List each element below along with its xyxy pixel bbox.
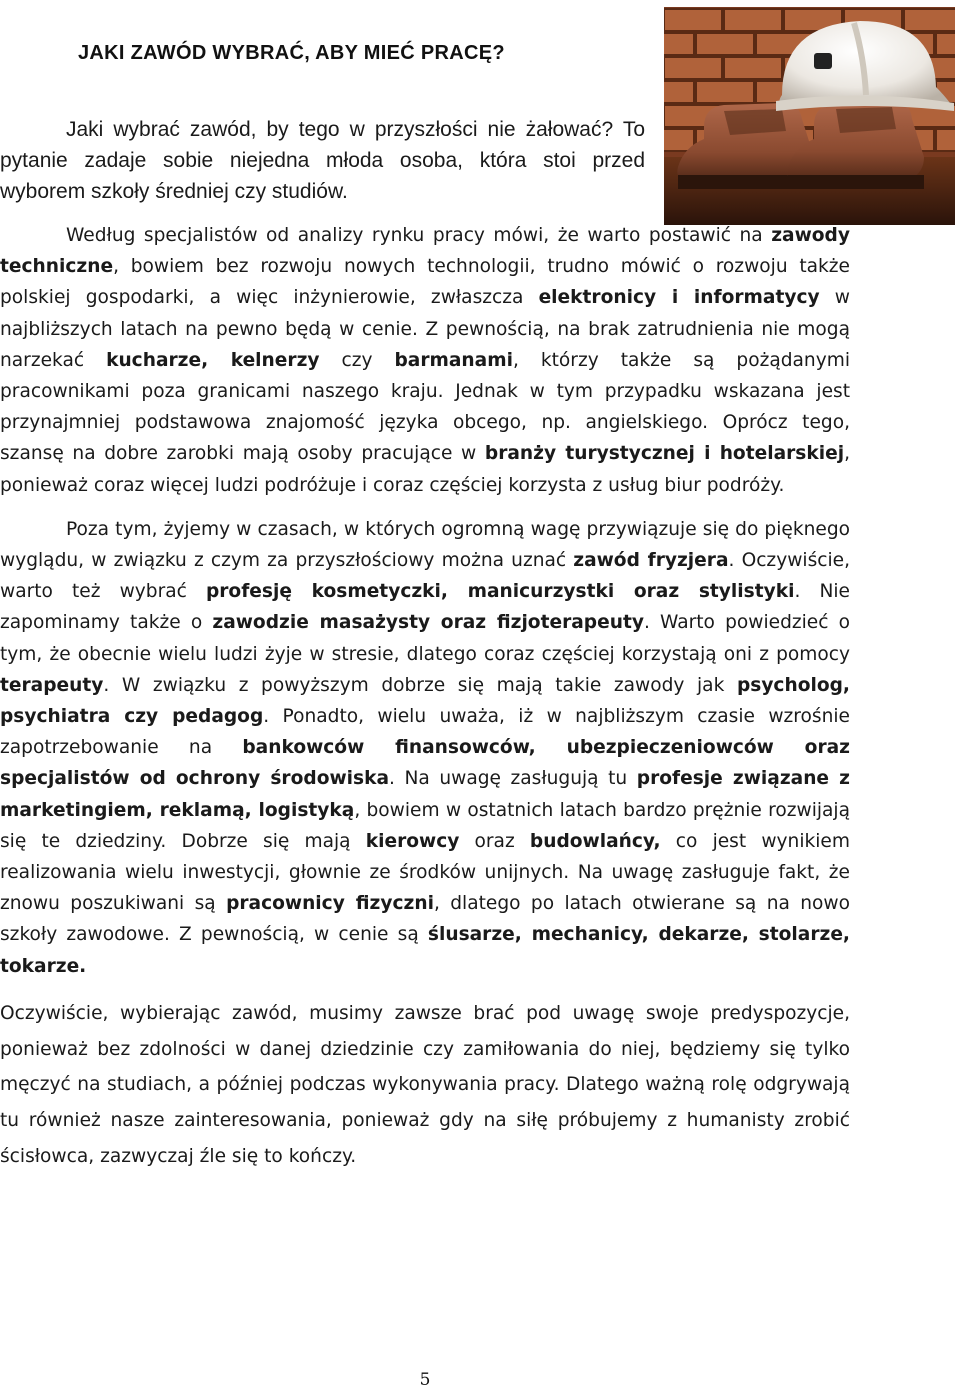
highlight-craftsmen: ślusarze, mechanicy, dekarze, stolarze, tokarze. bbox=[0, 924, 850, 977]
text-segment: , bowiem w ostatnich latach bardzo prężnie rozwijają się te dziedziny. Dobrze się mają bbox=[0, 799, 850, 852]
highlight-cooks: kucharze, kelnerzy bbox=[106, 349, 320, 371]
highlight-barmen: barmanami bbox=[394, 349, 513, 371]
highlight-psychologist: psycholog, psychiatra czy pedagog bbox=[0, 674, 850, 728]
text-segment: , którzy także są pożądanymi pracownikami poza granicami naszego kraju. Jednak w tym przypadku wskazana jest przynajmniej podstawowa znajomość języka obcego, np. angielskiego. Oprócz tego, szansę na dobre zarobki mają osoby pracujące w bbox=[0, 349, 850, 465]
text-segment: Poza tym, żyjemy w czasach, w których ogromną wagę przywiązuje się do pięknego wyglądu, w związku z czym za przyszłościowy można uznać bbox=[0, 518, 850, 572]
intro-text: Jaki wybrać zawód, by tego w przyszłości nie żałować? To pytanie zadaje sobie niejedna młoda osoba, która stoi przed wyborem szkoły średniej czy studiów. bbox=[0, 118, 645, 203]
highlight-drivers: kierowcy bbox=[365, 830, 460, 852]
text-segment: , ponieważ coraz więcej ludzi podróżuje i coraz częściej korzysta z usług biur podróży. bbox=[0, 443, 851, 496]
page-number: 5 bbox=[419, 1370, 431, 1390]
paragraph-service-jobs bbox=[0, 514, 850, 982]
text-segment: . W związku z powyższym dobrze się mają takie zawody jak bbox=[103, 674, 737, 696]
text-segment: . Oczywiście, warto też wybrać bbox=[0, 550, 850, 603]
highlight-bankers: bankowców finansowców, ubezpieczeniowców oraz specjalistów od ochrony środowiska bbox=[0, 737, 850, 790]
article-body bbox=[0, 220, 850, 1175]
highlight-builders: budowlańcy, bbox=[529, 830, 661, 852]
highlight-masseur: zawodzie masażysty oraz fizjoterapeuty bbox=[212, 612, 644, 634]
text-segment: w najbliższych latach na pewno będą w cenie. Z pewnością, na brak zatrudnienia nie mogą narzekać bbox=[0, 287, 850, 371]
text-segment: co jest wynikiem realizowania wielu inwestycji, głownie ze środków unijnych. Na uwagę zasługuje fakt, że znowu poszukiwani są bbox=[0, 830, 850, 915]
text-segment: , bowiem bez rozwoju nowych technologii, trudno mówić o rozwoju także polskiej gospodarki, a więc inżynierowie, zwłaszcza bbox=[0, 256, 850, 309]
text-segment: czy bbox=[319, 349, 395, 371]
text-segment: Według specjalistów od analizy rynku pracy mówi, że warto postawić na bbox=[66, 225, 772, 246]
text-segment: oraz bbox=[459, 830, 530, 852]
highlight-technical: zawody techniczne bbox=[0, 225, 850, 278]
highlight-hairdresser: zawód fryzjera bbox=[573, 550, 729, 572]
helmet-and-boots-photo bbox=[664, 7, 955, 225]
highlight-engineers: elektronicy i informatycy bbox=[538, 287, 820, 309]
highlight-beautician: profesję kosmetyczki, manicurzystki oraz stylistyki bbox=[205, 581, 795, 603]
highlight-manual-workers: pracownicy fizyczni bbox=[226, 893, 434, 915]
highlight-tourism: branży turystycznej i hotelarskiej bbox=[484, 443, 845, 465]
text-segment: . Nie zapominamy także o bbox=[0, 581, 850, 634]
page-title: JAKI ZAWÓD WYBRAĆ, ABY MIEĆ PRACĘ? bbox=[78, 42, 505, 64]
highlight-marketing: profesje związane z marketingiem, reklamą, logistyką bbox=[0, 768, 850, 821]
text-segment: . Na uwagę zasługują tu bbox=[389, 768, 637, 790]
text-segment: . Warto powiedzieć o tym, że obecnie wielu ludzi żyje w stresie, dlatego coraz częściej korzystają oni z pomocy bbox=[0, 612, 850, 665]
text-segment: , dlatego po latach otwierane są na nowo szkoły zawodowe. Z pewnością, w cenie są bbox=[0, 893, 851, 946]
paragraph-predispositions: Oczywiście, wybierając zawód, musimy zawsze brać pod uwagę swoje predyspozycje, ponieważ bez zdolności w danej dziedzinie czy zamiłowania do niej, będziemy się tylko męczyć na studiach, a później podczas wykonywania pracy. Dlatego ważną rolę odgrywają tu również nasze zainteresowania, ponieważ gdy na siłę próbujemy z humanisty zrobić ścisłowca, zazwyczaj źle się to kończy. bbox=[0, 1002, 850, 1168]
highlight-therapist: terapeuty bbox=[0, 674, 104, 696]
text-segment: . Ponadto, wielu uważa, iż w najbliższym czasie wzrośnie zapotrzebowanie na bbox=[0, 706, 850, 759]
intro-paragraph bbox=[0, 114, 645, 207]
helmet-and-work-boots-photo-icon bbox=[664, 7, 955, 225]
paragraph-technical-jobs bbox=[0, 220, 850, 501]
